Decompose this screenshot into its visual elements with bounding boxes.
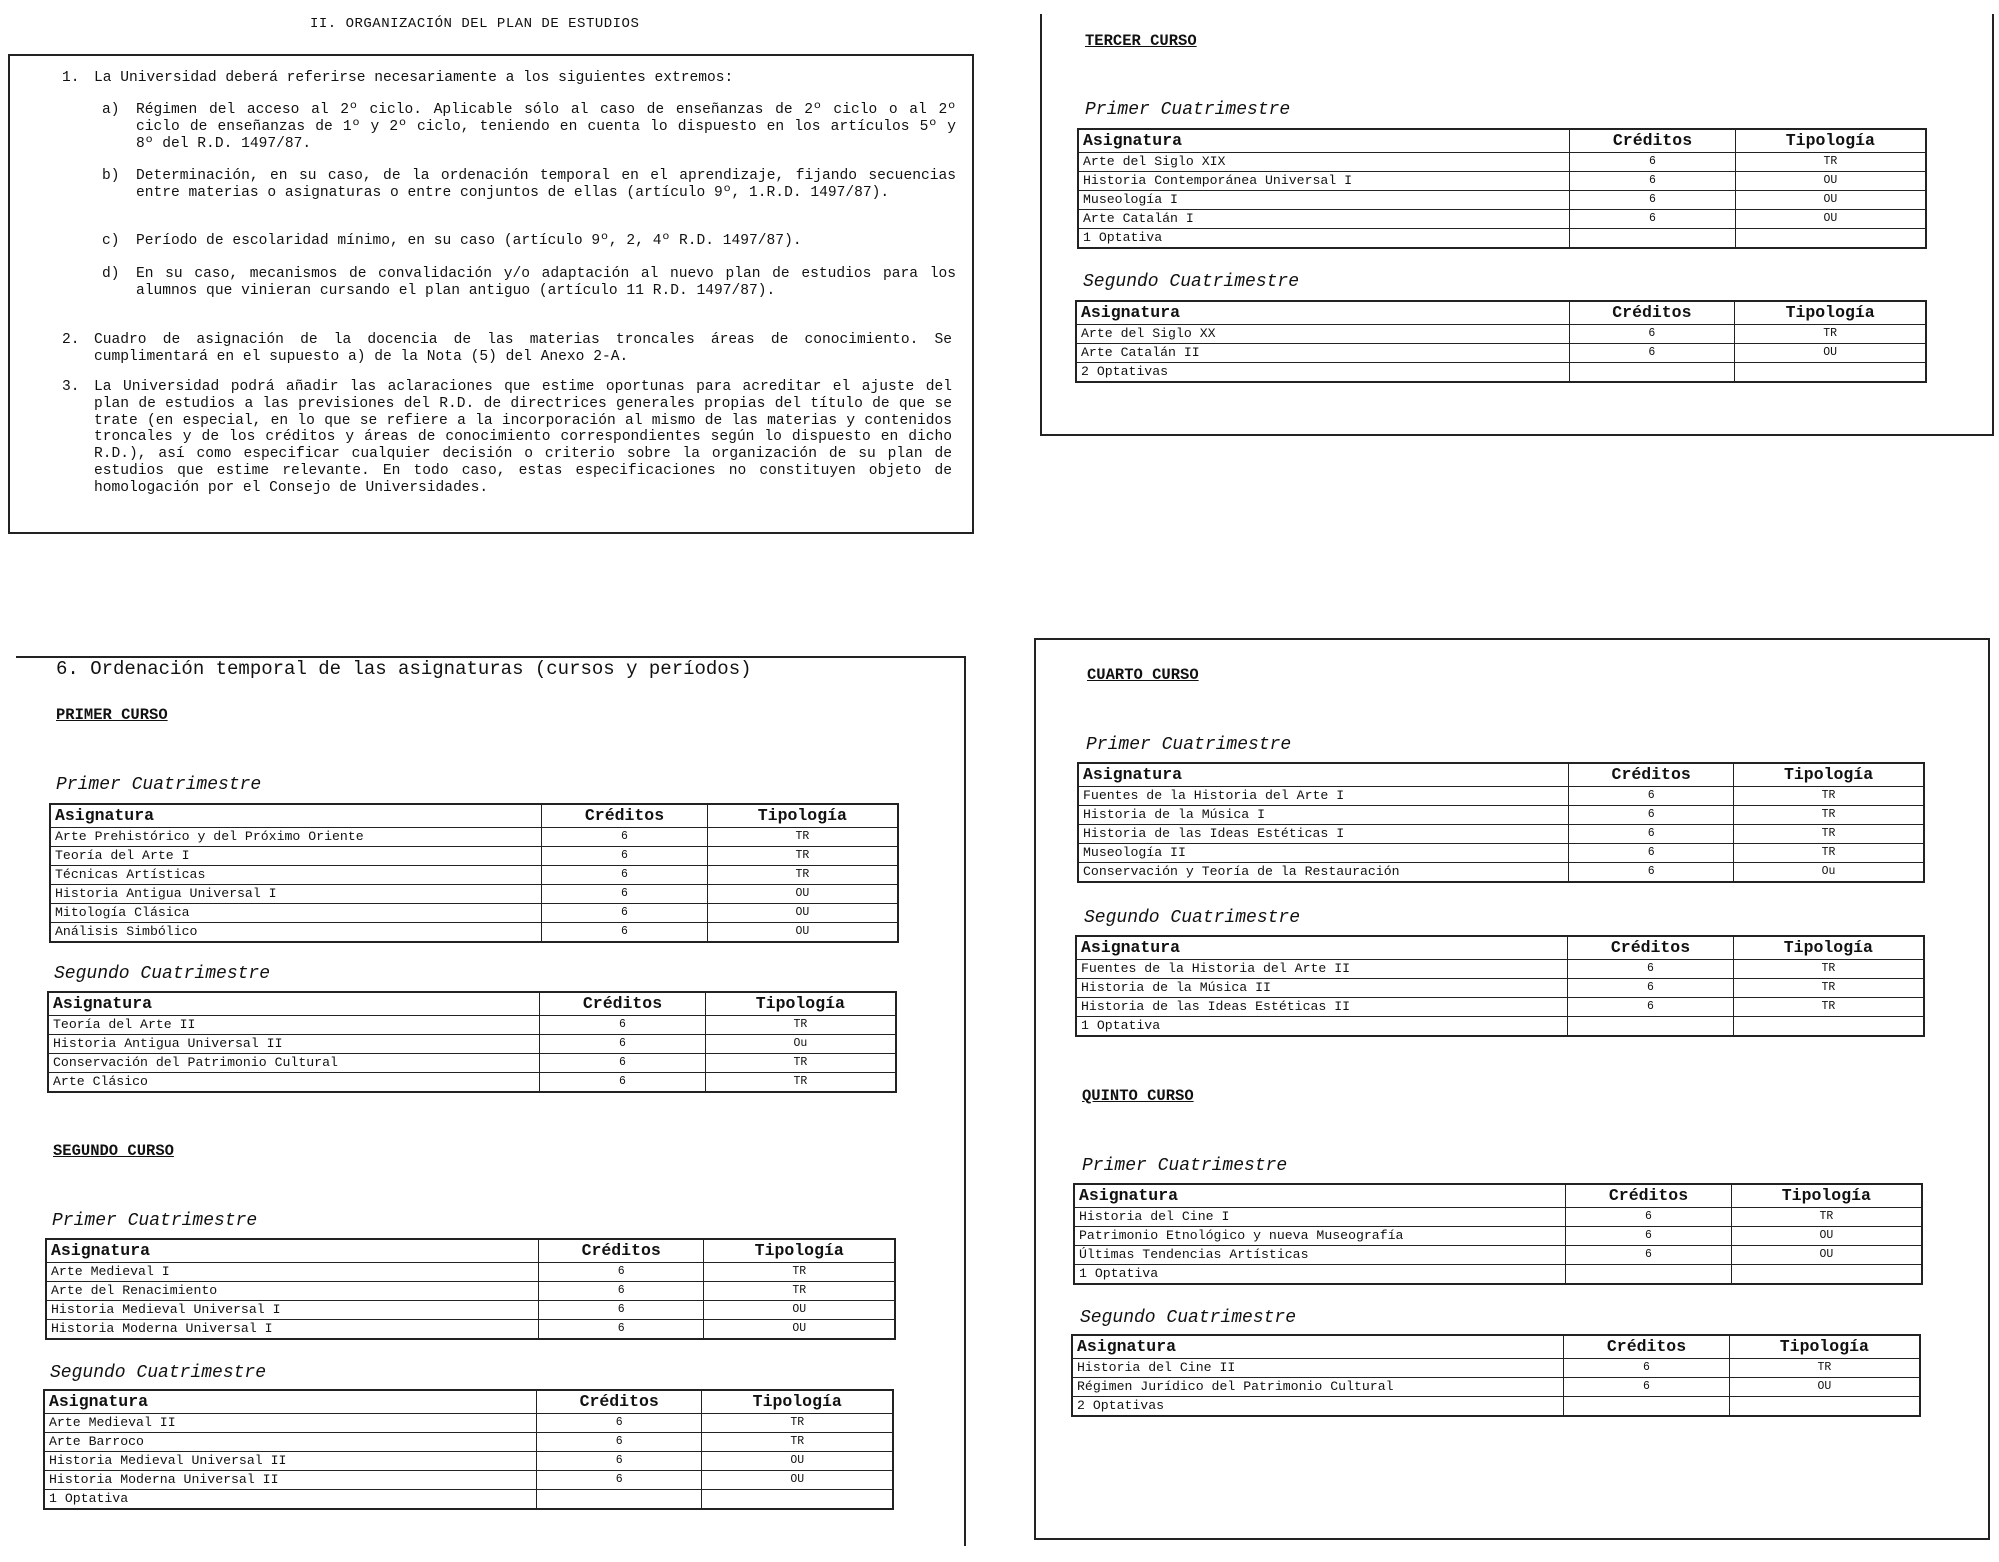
cell-creditos: 6 bbox=[1569, 344, 1735, 363]
table-row bbox=[1078, 229, 1926, 249]
header-asignatura: Asignatura bbox=[50, 804, 542, 828]
table-row bbox=[50, 923, 898, 943]
header-tipologia: Tipología bbox=[1735, 129, 1926, 153]
cell-asignatura: Historia Antigua Universal I bbox=[50, 885, 542, 904]
table-row bbox=[50, 847, 898, 866]
header-creditos: Créditos bbox=[542, 804, 707, 828]
cell-asignatura: Arte Medieval II bbox=[44, 1414, 536, 1433]
segundo-curso-c2-label: Segundo Cuatrimestre bbox=[50, 1363, 267, 1383]
table-row bbox=[1074, 1227, 1922, 1246]
cell-creditos: 6 bbox=[1569, 825, 1734, 844]
cell-tipologia: OU bbox=[707, 923, 898, 943]
primer-curso-c1-label: Primer Cuatrimestre bbox=[56, 775, 262, 795]
table-row bbox=[1076, 363, 1926, 383]
cell-tipologia bbox=[702, 1490, 893, 1510]
cell-tipologia: OU bbox=[704, 1301, 895, 1320]
cell-asignatura: Patrimonio Etnológico y nueva Museografía bbox=[1074, 1227, 1566, 1246]
table-row bbox=[1076, 344, 1926, 363]
cell-asignatura: Análisis Simbólico bbox=[50, 923, 542, 943]
cell-creditos: 6 bbox=[1569, 806, 1734, 825]
cell-tipologia bbox=[1733, 1017, 1924, 1037]
primer-curso-c1-table bbox=[49, 803, 899, 943]
table-row bbox=[48, 1035, 896, 1054]
cell-creditos: 6 bbox=[1566, 1208, 1731, 1227]
cell-tipologia: TR bbox=[707, 847, 898, 866]
table-row bbox=[44, 1452, 893, 1471]
cell-asignatura: Conservación y Teoría de la Restauración bbox=[1078, 863, 1569, 883]
table-row bbox=[1072, 1397, 1920, 1417]
cell-asignatura: 1 Optativa bbox=[44, 1490, 536, 1510]
cell-tipologia: TR bbox=[705, 1073, 896, 1093]
cell-asignatura: Museología II bbox=[1078, 844, 1569, 863]
table-row bbox=[48, 1073, 896, 1093]
cell-creditos bbox=[1569, 363, 1735, 383]
cuarto-curso-c1-label: Primer Cuatrimestre bbox=[1086, 735, 1292, 755]
header-creditos: Créditos bbox=[540, 992, 705, 1016]
table-row bbox=[48, 1054, 896, 1073]
cell-creditos bbox=[1566, 1265, 1731, 1285]
cell-tipologia: OU bbox=[1735, 172, 1926, 191]
cell-tipologia: TR bbox=[705, 1054, 896, 1073]
cell-asignatura: Arte Catalán II bbox=[1076, 344, 1569, 363]
segundo-curso-c1-label: Primer Cuatrimestre bbox=[52, 1211, 258, 1231]
cuarto-curso-c2-table bbox=[1075, 935, 1925, 1037]
cell-creditos: 6 bbox=[1568, 998, 1733, 1017]
cell-tipologia bbox=[1731, 1265, 1922, 1285]
table-header-row bbox=[50, 804, 898, 828]
cell-creditos: 6 bbox=[540, 1035, 705, 1054]
cell-creditos: 6 bbox=[538, 1320, 704, 1340]
cell-asignatura: 2 Optativas bbox=[1072, 1397, 1564, 1417]
header-tipologia: Tipología bbox=[705, 992, 896, 1016]
table-header-row bbox=[1072, 1335, 1920, 1359]
cell-asignatura: Arte Catalán I bbox=[1078, 210, 1570, 229]
cell-creditos: 6 bbox=[538, 1282, 704, 1301]
cell-tipologia bbox=[1735, 363, 1926, 383]
table-row bbox=[1078, 153, 1926, 172]
primer-curso-c2-label: Segundo Cuatrimestre bbox=[54, 964, 271, 984]
cell-tipologia: TR bbox=[704, 1263, 895, 1282]
cell-tipologia: OU bbox=[702, 1471, 893, 1490]
header-tipologia: Tipología bbox=[1731, 1184, 1922, 1208]
table-header-row bbox=[1078, 763, 1924, 787]
table-row bbox=[1074, 1265, 1922, 1285]
cell-asignatura: Teoría del Arte II bbox=[48, 1016, 540, 1035]
page-title: II. ORGANIZACIÓN DEL PLAN DE ESTUDIOS bbox=[310, 16, 640, 32]
quinto-curso-heading: QUINTO CURSO bbox=[1082, 1087, 1194, 1105]
table-row bbox=[1072, 1378, 1920, 1397]
cell-creditos: 6 bbox=[542, 828, 707, 847]
cell-tipologia: TR bbox=[1734, 806, 1924, 825]
tercer-curso-c1-table bbox=[1077, 128, 1927, 249]
cell-asignatura: Arte Prehistórico y del Próximo Oriente bbox=[50, 828, 542, 847]
header-creditos: Créditos bbox=[538, 1239, 704, 1263]
cell-creditos: 6 bbox=[540, 1073, 705, 1093]
header-asignatura: Asignatura bbox=[44, 1390, 536, 1414]
cell-tipologia: OU bbox=[1731, 1246, 1922, 1265]
cell-creditos: 6 bbox=[1569, 787, 1734, 806]
segundo-curso-c2-table bbox=[43, 1389, 894, 1510]
quinto-curso-c2-label: Segundo Cuatrimestre bbox=[1080, 1308, 1297, 1328]
table-row bbox=[44, 1490, 893, 1510]
header-asignatura: Asignatura bbox=[1078, 129, 1570, 153]
cell-tipologia: TR bbox=[1733, 979, 1924, 998]
header-asignatura: Asignatura bbox=[1072, 1335, 1564, 1359]
cell-creditos: 6 bbox=[1564, 1359, 1729, 1378]
header-tipologia: Tipología bbox=[707, 804, 898, 828]
cell-creditos: 6 bbox=[1568, 960, 1733, 979]
cell-creditos bbox=[1570, 229, 1735, 249]
note-subitem-a: a) Régimen del acceso al 2º ciclo. Aplicable sólo al caso de enseñanzas de 2º ciclo o al 2º ciclo de enseñanzas de 1º y 2º ciclo, teniendo en cuenta lo dispuesto en los artículos 5º y 8º del R.D. 1497/87. bbox=[102, 102, 956, 152]
cell-tipologia: OU bbox=[1735, 344, 1926, 363]
cell-creditos bbox=[536, 1490, 702, 1510]
tercer-curso-c1-label: Primer Cuatrimestre bbox=[1085, 100, 1291, 120]
table-row bbox=[1078, 787, 1924, 806]
note-subitem-b: b) Determinación, en su caso, de la ordenación temporal en el aprendizaje, fijando secuencias entre materias o asignaturas o entre conjuntos de ellas (artículo 9º, 1.R.D. 1497/87). bbox=[102, 168, 956, 201]
primer-curso-heading: PRIMER CURSO bbox=[56, 706, 168, 724]
cell-creditos: 6 bbox=[536, 1452, 702, 1471]
cell-asignatura: Museología I bbox=[1078, 191, 1570, 210]
cell-creditos: 6 bbox=[538, 1263, 704, 1282]
cell-tipologia: TR bbox=[1729, 1359, 1920, 1378]
cell-creditos: 6 bbox=[542, 866, 707, 885]
cell-asignatura: Arte Clásico bbox=[48, 1073, 540, 1093]
cell-tipologia: TR bbox=[707, 828, 898, 847]
table-row bbox=[50, 828, 898, 847]
header-tipologia: Tipología bbox=[1734, 763, 1924, 787]
table-header-row bbox=[44, 1390, 893, 1414]
table-row bbox=[1078, 825, 1924, 844]
note-item-1: 1. La Universidad deberá referirse necesariamente a los siguientes extremos: bbox=[62, 70, 734, 86]
cell-asignatura: Arte Barroco bbox=[44, 1433, 536, 1452]
cell-tipologia: TR bbox=[1733, 960, 1924, 979]
cell-creditos bbox=[1568, 1017, 1733, 1037]
table-row bbox=[50, 885, 898, 904]
cell-tipologia: TR bbox=[1734, 825, 1924, 844]
cell-creditos: 6 bbox=[1564, 1378, 1729, 1397]
cell-tipologia: OU bbox=[702, 1452, 893, 1471]
table-row bbox=[48, 1016, 896, 1035]
cell-creditos: 6 bbox=[536, 1414, 702, 1433]
cell-asignatura: Historia Moderna Universal I bbox=[46, 1320, 538, 1340]
cell-asignatura: Mitología Clásica bbox=[50, 904, 542, 923]
cell-tipologia: TR bbox=[1734, 787, 1924, 806]
header-asignatura: Asignatura bbox=[1076, 301, 1569, 325]
cell-creditos: 6 bbox=[1569, 325, 1735, 344]
header-tipologia: Tipología bbox=[704, 1239, 895, 1263]
cell-tipologia: TR bbox=[702, 1433, 893, 1452]
tercer-curso-heading: TERCER CURSO bbox=[1085, 32, 1197, 50]
table-header-row bbox=[48, 992, 896, 1016]
table-row bbox=[1076, 979, 1924, 998]
header-creditos: Créditos bbox=[1569, 763, 1734, 787]
cell-tipologia: TR bbox=[1734, 844, 1924, 863]
table-header-row bbox=[46, 1239, 895, 1263]
cell-asignatura: Técnicas Artísticas bbox=[50, 866, 542, 885]
cell-tipologia: TR bbox=[1733, 998, 1924, 1017]
cell-creditos: 6 bbox=[542, 923, 707, 943]
note-item-3: 3. La Universidad podrá añadir las aclaraciones que estime oportunas para acreditar el ajuste del plan de estudios a las previsiones del R.D. de directrices generales propias del título de que se trate (en especial, en lo que se refiere a la incorporación al mismo de las materias y contenidos troncales y de los créditos y áreas de conocimiento correspondientes según lo dispuesto en dicho R.D.), así como especificar cualquier decisión o criterio sobre la organización de su plan de estudios que estime relevante. En todo caso, estas especificaciones no constituyen objeto de homologación por el Consejo de Universidades. bbox=[62, 379, 952, 496]
cell-creditos: 6 bbox=[1570, 210, 1735, 229]
cell-creditos: 6 bbox=[1570, 172, 1735, 191]
cell-asignatura: Historia de la Música I bbox=[1078, 806, 1569, 825]
header-asignatura: Asignatura bbox=[1076, 936, 1568, 960]
cell-tipologia bbox=[1729, 1397, 1920, 1417]
cell-tipologia: OU bbox=[707, 904, 898, 923]
cell-asignatura: Últimas Tendencias Artísticas bbox=[1074, 1246, 1566, 1265]
cell-creditos: 6 bbox=[1570, 191, 1735, 210]
table-row bbox=[44, 1471, 893, 1490]
table-row bbox=[1078, 191, 1926, 210]
cell-tipologia: OU bbox=[1735, 191, 1926, 210]
cell-tipologia: OU bbox=[704, 1320, 895, 1340]
cell-creditos: 6 bbox=[542, 904, 707, 923]
segundo-curso-c1-table bbox=[45, 1238, 896, 1340]
header-asignatura: Asignatura bbox=[46, 1239, 538, 1263]
cuarto-curso-heading: CUARTO CURSO bbox=[1087, 666, 1199, 684]
table-row bbox=[1074, 1246, 1922, 1265]
cell-tipologia: TR bbox=[707, 866, 898, 885]
cell-tipologia: TR bbox=[704, 1282, 895, 1301]
cell-creditos: 6 bbox=[1569, 844, 1734, 863]
table-row bbox=[1076, 960, 1924, 979]
cell-asignatura: Historia Contemporánea Universal I bbox=[1078, 172, 1570, 191]
cell-asignatura: Conservación del Patrimonio Cultural bbox=[48, 1054, 540, 1073]
header-tipologia: Tipología bbox=[1733, 936, 1924, 960]
header-creditos: Créditos bbox=[1564, 1335, 1729, 1359]
cell-tipologia: TR bbox=[702, 1414, 893, 1433]
table-row bbox=[1074, 1208, 1922, 1227]
cell-creditos: 6 bbox=[540, 1054, 705, 1073]
cell-asignatura: 1 Optativa bbox=[1076, 1017, 1568, 1037]
cell-creditos: 6 bbox=[1566, 1246, 1731, 1265]
cell-asignatura: Arte del Siglo XX bbox=[1076, 325, 1569, 344]
cell-tipologia: TR bbox=[1735, 325, 1926, 344]
header-asignatura: Asignatura bbox=[48, 992, 540, 1016]
cell-asignatura: Arte del Renacimiento bbox=[46, 1282, 538, 1301]
note-item-2: 2. Cuadro de asignación de la docencia de las materias troncales áreas de conocimiento. Se cumplimentará en el supuesto a) de la Nota (5) del Anexo 2-A. bbox=[62, 332, 952, 365]
table-header-row bbox=[1078, 129, 1926, 153]
cell-asignatura: 2 Optativas bbox=[1076, 363, 1569, 383]
table-row bbox=[1072, 1359, 1920, 1378]
note-subitem-c: c) Período de escolaridad mínimo, en su caso (artículo 9º, 2, 4º R.D. 1497/87). bbox=[102, 233, 802, 249]
cell-creditos: 6 bbox=[542, 885, 707, 904]
header-creditos: Créditos bbox=[1569, 301, 1735, 325]
header-tipologia: Tipología bbox=[1735, 301, 1926, 325]
table-row bbox=[46, 1282, 895, 1301]
cell-tipologia: TR bbox=[1735, 153, 1926, 172]
cuarto-curso-c2-label: Segundo Cuatrimestre bbox=[1084, 908, 1301, 928]
table-row bbox=[46, 1301, 895, 1320]
table-row bbox=[46, 1263, 895, 1282]
cell-asignatura: Historia de las Ideas Estéticas I bbox=[1078, 825, 1569, 844]
table-row bbox=[1078, 806, 1924, 825]
table-row bbox=[44, 1414, 893, 1433]
cell-tipologia: Ou bbox=[1734, 863, 1924, 883]
quinto-curso-c2-table bbox=[1071, 1334, 1921, 1417]
cell-asignatura: Historia del Cine I bbox=[1074, 1208, 1566, 1227]
table-row bbox=[50, 866, 898, 885]
table-row bbox=[1076, 325, 1926, 344]
cell-tipologia bbox=[1735, 229, 1926, 249]
cell-asignatura: Arte del Siglo XIX bbox=[1078, 153, 1570, 172]
cell-asignatura: Historia del Cine II bbox=[1072, 1359, 1564, 1378]
table-header-row bbox=[1076, 301, 1926, 325]
cell-creditos: 6 bbox=[538, 1301, 704, 1320]
table-header-row bbox=[1074, 1184, 1922, 1208]
table-row bbox=[1078, 844, 1924, 863]
header-tipologia: Tipología bbox=[702, 1390, 893, 1414]
cell-tipologia: OU bbox=[1729, 1378, 1920, 1397]
cell-creditos: 6 bbox=[1569, 863, 1734, 883]
cell-creditos: 6 bbox=[1570, 153, 1735, 172]
cell-creditos: 6 bbox=[536, 1433, 702, 1452]
cell-asignatura: Historia de las Ideas Estéticas II bbox=[1076, 998, 1568, 1017]
cell-asignatura: Fuentes de la Historia del Arte I bbox=[1078, 787, 1569, 806]
cell-creditos: 6 bbox=[536, 1471, 702, 1490]
table-header-row bbox=[1076, 936, 1924, 960]
header-creditos: Créditos bbox=[1568, 936, 1733, 960]
cell-asignatura: Historia Medieval Universal II bbox=[44, 1452, 536, 1471]
cell-asignatura: Historia Medieval Universal I bbox=[46, 1301, 538, 1320]
note-subitem-d: d) En su caso, mecanismos de convalidación y/o adaptación al nuevo plan de estudios para los alumnos que vinieran cursando el plan antiguo (artículo 11 R.D. 1497/87). bbox=[102, 266, 956, 299]
cell-tipologia: OU bbox=[1735, 210, 1926, 229]
header-creditos: Créditos bbox=[1570, 129, 1735, 153]
cell-tipologia: Ou bbox=[705, 1035, 896, 1054]
cell-creditos: 6 bbox=[1566, 1227, 1731, 1246]
cuarto-curso-c1-table bbox=[1077, 762, 1925, 883]
section-6-title: 6. Ordenación temporal de las asignaturas (cursos y períodos) bbox=[56, 658, 752, 680]
cell-asignatura: 1 Optativa bbox=[1074, 1265, 1566, 1285]
cell-tipologia: TR bbox=[1731, 1208, 1922, 1227]
table-row bbox=[1076, 998, 1924, 1017]
organization-notes-box bbox=[8, 54, 974, 534]
cell-asignatura: 1 Optativa bbox=[1078, 229, 1570, 249]
tercer-curso-c2-table bbox=[1075, 300, 1927, 383]
tercer-curso-c2-label: Segundo Cuatrimestre bbox=[1083, 272, 1300, 292]
header-asignatura: Asignatura bbox=[1078, 763, 1569, 787]
primer-curso-c2-table bbox=[47, 991, 897, 1093]
cell-tipologia: OU bbox=[707, 885, 898, 904]
table-row bbox=[1078, 210, 1926, 229]
cell-creditos: 6 bbox=[542, 847, 707, 866]
cell-creditos bbox=[1564, 1397, 1729, 1417]
header-creditos: Créditos bbox=[536, 1390, 702, 1414]
header-asignatura: Asignatura bbox=[1074, 1184, 1566, 1208]
table-row bbox=[46, 1320, 895, 1340]
cell-tipologia: TR bbox=[705, 1016, 896, 1035]
quinto-curso-c1-table bbox=[1073, 1183, 1923, 1285]
cell-asignatura: Régimen Jurídico del Patrimonio Cultural bbox=[1072, 1378, 1564, 1397]
cell-asignatura: Teoría del Arte I bbox=[50, 847, 542, 866]
cell-asignatura: Historia Antigua Universal II bbox=[48, 1035, 540, 1054]
table-row bbox=[44, 1433, 893, 1452]
cell-asignatura: Fuentes de la Historia del Arte II bbox=[1076, 960, 1568, 979]
cell-creditos: 6 bbox=[1568, 979, 1733, 998]
cell-tipologia: OU bbox=[1731, 1227, 1922, 1246]
header-tipologia: Tipología bbox=[1729, 1335, 1920, 1359]
cell-asignatura: Historia de la Música II bbox=[1076, 979, 1568, 998]
cell-asignatura: Arte Medieval I bbox=[46, 1263, 538, 1282]
quinto-curso-c1-label: Primer Cuatrimestre bbox=[1082, 1156, 1288, 1176]
table-row bbox=[1076, 1017, 1924, 1037]
table-row bbox=[1078, 863, 1924, 883]
segundo-curso-heading: SEGUNDO CURSO bbox=[53, 1142, 174, 1160]
header-creditos: Créditos bbox=[1566, 1184, 1731, 1208]
cell-asignatura: Historia Moderna Universal II bbox=[44, 1471, 536, 1490]
table-row bbox=[50, 904, 898, 923]
table-row bbox=[1078, 172, 1926, 191]
cell-creditos: 6 bbox=[540, 1016, 705, 1035]
